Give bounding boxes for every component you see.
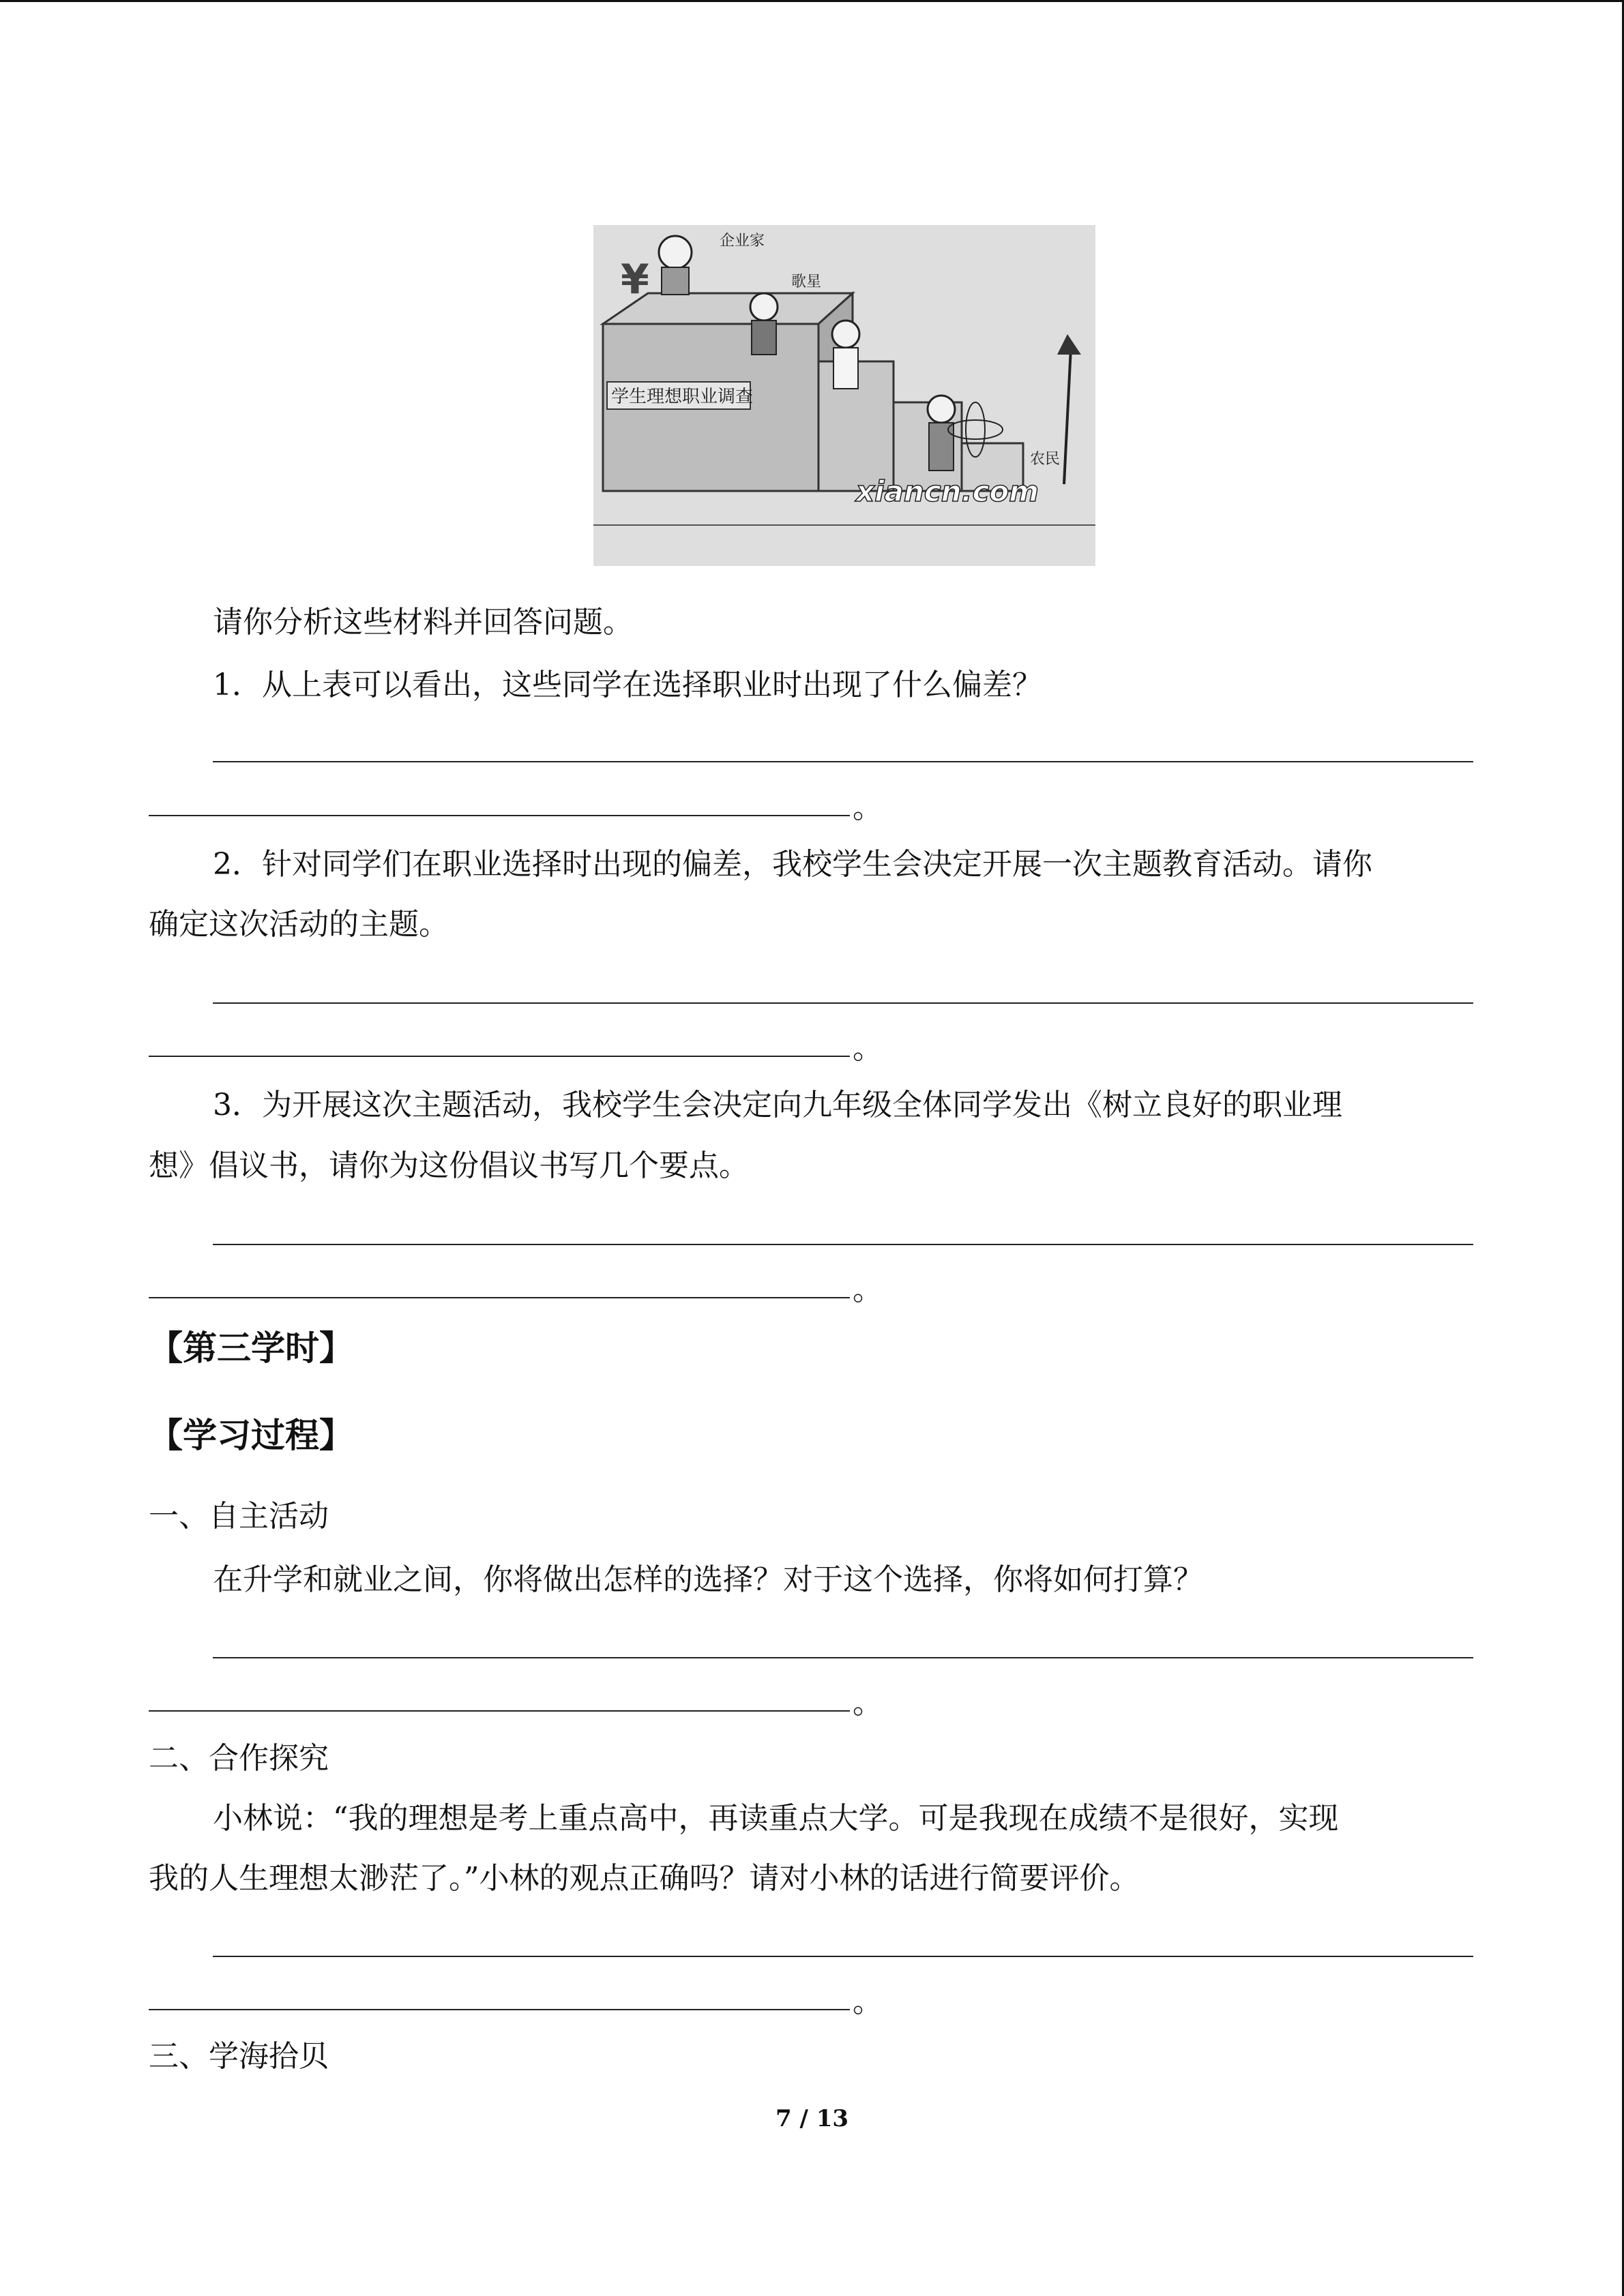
question-3-line-1: 3．为开展这次主题活动，我校学生会决定向九年级全体同学发出《树立良好的职业理: [213, 1088, 1342, 1122]
entrepreneur-label: 企业家: [720, 233, 765, 250]
question-2-line-2: 确定这次活动的主题。: [149, 907, 449, 942]
section-1-title: 一、自主活动: [149, 1499, 329, 1534]
section-3-title: 三、学海拾贝: [149, 2039, 329, 2074]
intro-text: 请你分析这些材料并回答问题。: [213, 605, 633, 640]
section-2-line-2: 我的人生理想太渺茫了。”小林的观点正确吗？请对小林的话进行简要评价。: [149, 1861, 1140, 1896]
learning-process-heading: 【学习过程】: [149, 1416, 353, 1455]
question-3-line-2: 想》倡议书，请你为这份倡议书写几个要点。: [149, 1148, 749, 1183]
watermark-text: xiancn.com: [856, 475, 1039, 508]
page-number: 7 / 13: [775, 2105, 849, 2132]
section-2-line-1: 小林说：“我的理想是考上重点高中，再读重点大学。可是我现在成绩不是很好，实现: [213, 1801, 1339, 1836]
answer-blank-line[interactable]: [213, 1002, 1473, 1004]
page-top-border: [0, 0, 1624, 2]
answer-blank-line[interactable]: [213, 1956, 1473, 1957]
survey-sign-label: 学生理想职业调查: [611, 387, 754, 407]
career-survey-cartoon: [593, 225, 1095, 566]
answer-blank-line[interactable]: [213, 1657, 1473, 1658]
session-heading: 【第三学时】: [149, 1328, 353, 1368]
farmer-label: 农民: [1030, 451, 1061, 468]
section-2-title: 二、合作探究: [149, 1741, 329, 1776]
question-2-line-1: 2．针对同学们在职业选择时出现的偏差，我校学生会决定开展一次主题教育活动。请你: [213, 847, 1372, 882]
question-1: 1．从上表可以看出，这些同学在选择职业时出现了什么偏差？: [213, 668, 1042, 702]
answer-blank-line[interactable]: [213, 761, 1473, 762]
section-1-text: 在升学和就业之间，你将做出怎样的选择？对于这个选择，你将如何打算？: [213, 1562, 1203, 1597]
singer-label: 歌星: [791, 273, 822, 290]
answer-blank-line[interactable]: [213, 1244, 1473, 1245]
svg-text:¥: ¥: [621, 256, 649, 303]
